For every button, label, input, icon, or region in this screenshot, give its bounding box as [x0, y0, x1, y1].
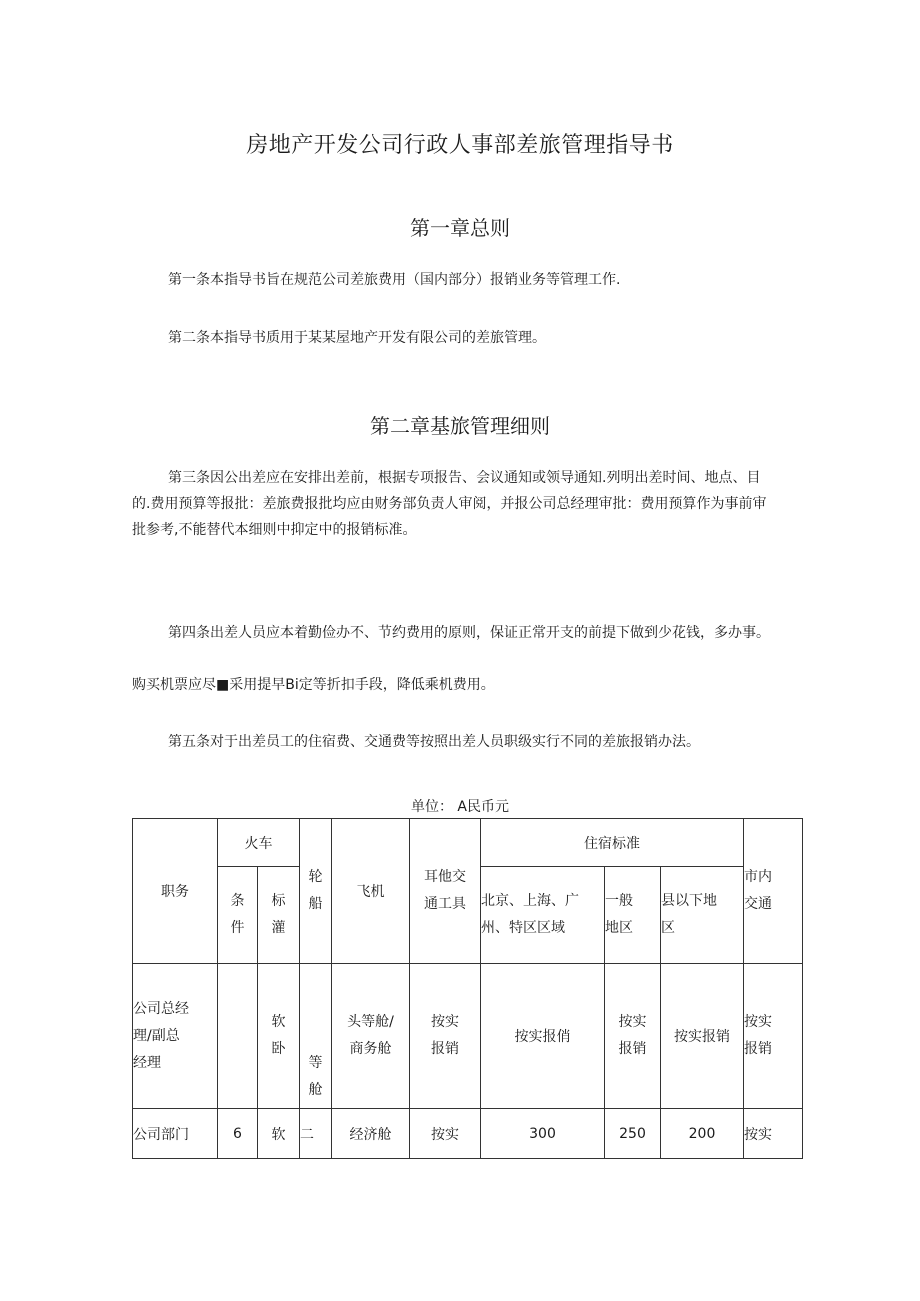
header-lodging: 住宿标准 [481, 819, 744, 867]
cell-lodging-tier3: 按实报销 [661, 964, 744, 1109]
cell-lodging-tier2 [605, 964, 661, 1109]
header-other-transport [410, 819, 481, 964]
cell-position: 公司部门 [133, 1109, 218, 1159]
header-train-standard-line: 灌 [271, 920, 286, 936]
cell-other-transport: 按实 [410, 1109, 481, 1159]
header-plane: 飞机 [332, 819, 410, 964]
header-lodging-tier1-line: 北京、上海、广 [481, 893, 579, 909]
header-lodging-tier2 [605, 867, 661, 964]
cell-position-line: 理/副总 [133, 1027, 180, 1044]
currency-unit-label: 单位： A民币元 [410, 799, 510, 815]
header-train-condition-line: 件 [230, 920, 245, 936]
header-lodging-tier1-line: 州、特区区域 [481, 920, 565, 936]
cell-lodging-tier3: 200 [661, 1109, 744, 1159]
article-3-line: 第三条因公出差应在安排出差前，根据专项报告、会议通知或领导通知.列明出差时间、地点、目 [168, 470, 761, 486]
cell-position [133, 964, 218, 1109]
article-5 [132, 733, 800, 751]
article-4-line: 第四条出差人员应本着勤俭办不、节约费用的原则，保证正常开支的前提下做到少花钱，多办事。 [168, 625, 770, 641]
header-position: 职务 [133, 819, 218, 964]
article-4-line: 购买机票应尽■采用提早Bi定等折扣手段，降低乘机费用。 [132, 677, 495, 693]
cell-ship-line: 等 [308, 1055, 323, 1071]
cell-plane: 经济舱 [332, 1109, 410, 1159]
article-5-text: 第五条对于出差员工的住宿费、交通费等按照出差人员职级实行不同的差旅报销办法。 [168, 734, 700, 750]
header-ship-line: 轮 [308, 869, 323, 885]
article-4 [132, 624, 800, 694]
cell-lodging-tier1: 按实报俏 [481, 964, 605, 1109]
header-train-standard-line: 标 [271, 893, 286, 909]
cell-other-transport [410, 964, 481, 1109]
article-2-text: 第二条本指导书质用于某某屋地产开发有限公司的差旅管理。 [168, 330, 546, 346]
cell-lodging-tier1: 300 [481, 1109, 605, 1159]
cell-train-standard-line: 卧 [271, 1041, 286, 1057]
travel-expense-table [132, 818, 803, 1159]
cell-city-transport-line: 报销 [744, 1041, 772, 1057]
cell-train-condition [218, 964, 258, 1109]
header-lodging-tier3-line: 区 [661, 920, 675, 936]
cell-city-transport [744, 964, 803, 1109]
cell-other-transport-line: 按实 [431, 1014, 459, 1030]
cell-lodging-tier2-line: 报销 [618, 1041, 647, 1057]
article-3 [132, 469, 800, 539]
header-city-transport [744, 819, 803, 964]
article-3-line: 批参考,不能替代本细则中抑定中的报销标准。 [132, 522, 417, 538]
header-other-transport-line: 通工具 [424, 896, 466, 912]
cell-city-transport: 按实 [744, 1109, 803, 1159]
chapter-2-heading: 第二章基旅管理细则 [370, 414, 550, 438]
header-city-transport-line: 市内 [744, 869, 772, 885]
chapter-1-heading: 第一章总则 [410, 216, 510, 240]
header-ship [300, 819, 332, 964]
cell-position-line: 经理 [133, 1054, 161, 1071]
header-lodging-tier2-line: 一般 [605, 893, 633, 909]
header-lodging-tier3-line: 县以下地 [661, 893, 717, 909]
article-1-text: 第一条本指导书旨在规范公司差旅费用（国内部分）报销业务等管理工作. [168, 272, 621, 288]
header-train-standard [258, 867, 300, 964]
header-ship-line: 船 [308, 896, 323, 912]
cell-ship-line: 舱 [308, 1082, 323, 1098]
cell-train-standard [258, 964, 300, 1109]
header-other-transport-line: 耳他交 [424, 869, 466, 885]
cell-lodging-tier2-line: 按实 [618, 1014, 647, 1030]
cell-other-transport-line: 报销 [431, 1041, 459, 1057]
header-lodging-tier1 [481, 867, 605, 964]
cell-lodging-tier2: 250 [605, 1109, 661, 1159]
header-train: 火车 [218, 819, 300, 867]
header-city-transport-line: 交通 [744, 896, 772, 912]
header-train-condition [218, 867, 258, 964]
cell-train-standard-line: 软 [271, 1014, 286, 1030]
header-lodging-tier3 [661, 867, 744, 964]
header-train-condition-line: 条 [230, 893, 245, 909]
document-title: 房地产开发公司行政人事部差旅管理指导书 [246, 133, 674, 158]
table-row [133, 1109, 803, 1159]
cell-ship: 二 [300, 1109, 332, 1159]
article-3-line: 的.费用预算等报批：差旅费报批均应由财务部负责人审阅，并报公司总经理审批：费用预算作为事前审 [132, 496, 767, 512]
article-1 [132, 271, 800, 289]
table-row [133, 964, 803, 1109]
cell-plane [332, 964, 410, 1109]
cell-ship [300, 964, 332, 1109]
header-lodging-tier2-line: 地区 [605, 920, 633, 936]
cell-train-condition: 6 [218, 1109, 258, 1159]
cell-city-transport-line: 按实 [744, 1014, 772, 1030]
cell-plane-line: 商务舱 [349, 1041, 392, 1057]
cell-position-line: 公司总经 [133, 1000, 189, 1017]
cell-train-standard: 软 [258, 1109, 300, 1159]
cell-plane-line: 头等舱/ [347, 1014, 394, 1030]
article-2 [132, 329, 800, 347]
